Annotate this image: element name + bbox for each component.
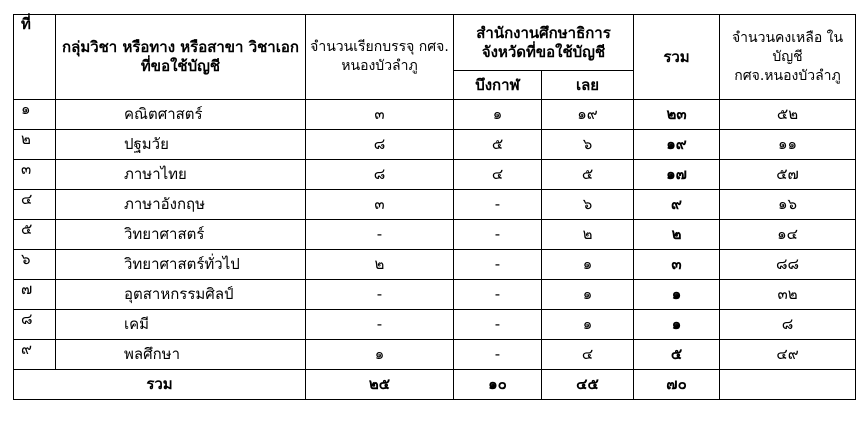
table-row bbox=[14, 190, 856, 220]
quota-table bbox=[13, 14, 856, 400]
table-row bbox=[14, 130, 856, 160]
table-row bbox=[14, 100, 856, 130]
row-no: ๓ bbox=[14, 160, 56, 190]
row-sum: ๑ bbox=[634, 280, 720, 310]
row-subject: วิทยาศาสตร์ทั่วไป bbox=[56, 250, 306, 280]
row-subject: อุตสาหกรรมศิลป์ bbox=[56, 280, 306, 310]
row-subject: ภาษาไทย bbox=[56, 160, 306, 190]
header-no: ที่ bbox=[14, 15, 56, 100]
row-bueng-kan: ๔ bbox=[454, 160, 542, 190]
row-no: ๕ bbox=[14, 220, 56, 250]
row-loei: ๕ bbox=[542, 160, 634, 190]
row-sum: ๑๗ bbox=[634, 160, 720, 190]
row-bueng-kan: - bbox=[454, 250, 542, 280]
row-remaining: ๑๖ bbox=[720, 190, 856, 220]
row-bueng-kan: - bbox=[454, 310, 542, 340]
row-called: ๑ bbox=[306, 340, 454, 370]
table-row bbox=[14, 160, 856, 190]
row-subject: ภาษาอังกฤษ bbox=[56, 190, 306, 220]
row-bueng-kan: - bbox=[454, 280, 542, 310]
row-no: ๔ bbox=[14, 190, 56, 220]
row-sum: ๒๓ bbox=[634, 100, 720, 130]
row-called: ๓ bbox=[306, 190, 454, 220]
row-loei: ๔ bbox=[542, 340, 634, 370]
row-remaining: ๕๗ bbox=[720, 160, 856, 190]
row-sum: ๙ bbox=[634, 190, 720, 220]
table-row bbox=[14, 310, 856, 340]
table-row bbox=[14, 340, 856, 370]
header-subject: กลุ่มวิชา หรือทาง หรือสาขา วิชาเอก ที่ขอใช้บัญชี bbox=[56, 15, 306, 100]
row-subject: คณิตศาสตร์ bbox=[56, 100, 306, 130]
row-called: ๘ bbox=[306, 130, 454, 160]
total-loei: ๔๕ bbox=[542, 370, 634, 400]
row-loei: ๖ bbox=[542, 190, 634, 220]
row-loei: ๖ bbox=[542, 130, 634, 160]
header-sum: รวม bbox=[634, 15, 720, 100]
row-remaining: ๑๔ bbox=[720, 220, 856, 250]
row-remaining: ๘๘ bbox=[720, 250, 856, 280]
row-sum: ๕ bbox=[634, 340, 720, 370]
row-loei: ๑ bbox=[542, 280, 634, 310]
row-sum: ๑๙ bbox=[634, 130, 720, 160]
row-called: ๘ bbox=[306, 160, 454, 190]
total-sum: ๗๐ bbox=[634, 370, 720, 400]
total-bueng-kan: ๑๐ bbox=[454, 370, 542, 400]
header-loei: เลย bbox=[542, 71, 634, 100]
row-subject: เคมี bbox=[56, 310, 306, 340]
row-called: - bbox=[306, 220, 454, 250]
row-remaining: ๔๙ bbox=[720, 340, 856, 370]
row-loei: ๒ bbox=[542, 220, 634, 250]
row-no: ๑ bbox=[14, 100, 56, 130]
row-no: ๖ bbox=[14, 250, 56, 280]
row-subject: วิทยาศาสตร์ bbox=[56, 220, 306, 250]
row-remaining: ๑๑ bbox=[720, 130, 856, 160]
total-called: ๒๕ bbox=[306, 370, 454, 400]
header-bueng-kan: บึงกาฬ bbox=[454, 71, 542, 100]
row-called: ๒ bbox=[306, 250, 454, 280]
row-sum: ๓ bbox=[634, 250, 720, 280]
row-bueng-kan: - bbox=[454, 340, 542, 370]
row-remaining: ๓๒ bbox=[720, 280, 856, 310]
row-loei: ๑๙ bbox=[542, 100, 634, 130]
row-no: ๗ bbox=[14, 280, 56, 310]
row-bueng-kan: ๑ bbox=[454, 100, 542, 130]
total-remaining bbox=[720, 370, 856, 400]
row-no: ๙ bbox=[14, 340, 56, 370]
table-row bbox=[14, 250, 856, 280]
row-sum: ๒ bbox=[634, 220, 720, 250]
row-called: ๓ bbox=[306, 100, 454, 130]
row-no: ๒ bbox=[14, 130, 56, 160]
row-subject: พลศึกษา bbox=[56, 340, 306, 370]
row-remaining: ๘ bbox=[720, 310, 856, 340]
header-remaining: จำนวนคงเหลือ ในบัญชี กศจ.หนองบัวลำภู bbox=[720, 15, 856, 100]
row-called: - bbox=[306, 280, 454, 310]
table-row bbox=[14, 280, 856, 310]
row-bueng-kan: ๕ bbox=[454, 130, 542, 160]
row-loei: ๑ bbox=[542, 310, 634, 340]
row-subject: ปฐมวัย bbox=[56, 130, 306, 160]
row-bueng-kan: - bbox=[454, 220, 542, 250]
header-row bbox=[14, 15, 856, 71]
total-label: รวม bbox=[14, 370, 306, 400]
row-no: ๘ bbox=[14, 310, 56, 340]
row-remaining: ๕๒ bbox=[720, 100, 856, 130]
row-sum: ๑ bbox=[634, 310, 720, 340]
header-office: สำนักงานศึกษาธิการ จังหวัดที่ขอใช้บัญชี bbox=[454, 15, 634, 71]
total-row bbox=[14, 370, 856, 400]
row-bueng-kan: - bbox=[454, 190, 542, 220]
row-loei: ๑ bbox=[542, 250, 634, 280]
table-row bbox=[14, 220, 856, 250]
row-called: - bbox=[306, 310, 454, 340]
header-called: จำนวนเรียกบรรจุ กศจ. หนองบัวลำภู bbox=[306, 15, 454, 100]
